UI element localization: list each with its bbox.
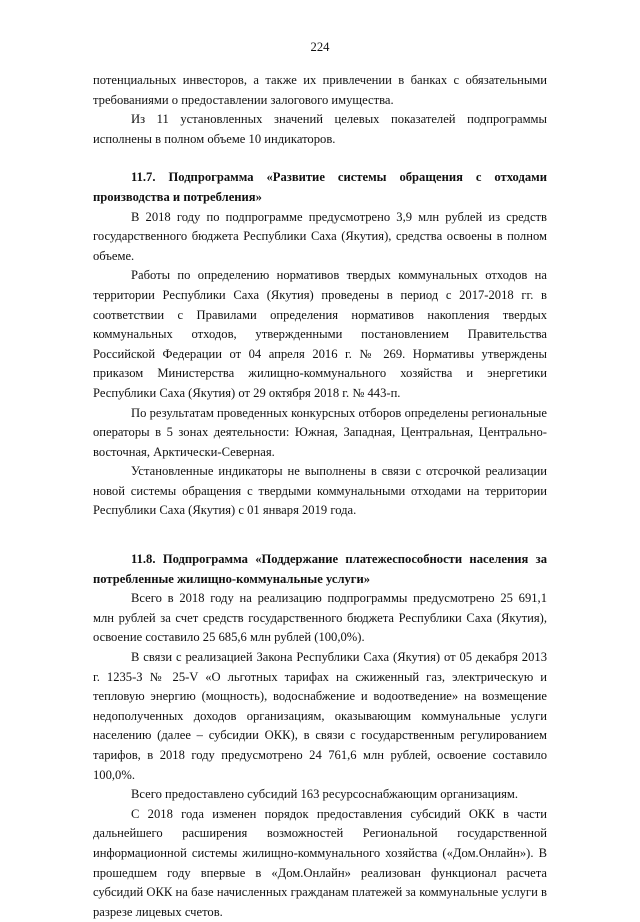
paragraph: С 2018 года изменен порядок предоставления субсидий ОКК в части дальнейшего расширения возможностей Региональной государственной информационной системы жилищно-коммунального хозяйства («Дом.Онлайн»). В прошедшем году впервые в «Дом.Онлайн» реализован функционал расчета субсидий ОКК на базе начисленных гражданам платежей за коммунальные услуги в разрезе лицевых счетов.: [93, 806, 547, 919]
section-heading-11-7: 11.7. Подпрограмма «Развитие системы обращения с отходами производства и потребления»: [93, 170, 547, 204]
paragraph: По результатам проведенных конкурсных отборов определены региональные операторы в 5 зонах деятельности: Южная, Западная, Центральная, Центрально-восточная, Арктически-Северная.: [93, 405, 547, 459]
paragraph: потенциальных инвесторов, а также их привлечении в банках с обязательными требованиями о предоставлении залогового имущества.: [93, 73, 547, 107]
paragraph: В связи с реализацией Закона Республики Саха (Якутия) от 05 декабря 2013 г. 1235-З № 25-V «О льготных тарифах на сжиженный газ, электрическую и тепловую энергию (мощность), водоснабжение и водоотведение» на возмещение недополученных доходов организациям, оказывающим коммунальные услуги населению (далее – субсидии ОКК), в связи с государственным регулированием тарифов, в 2018 году предусмотрено 24 761,6 млн рублей, освоение составило 100,0%.: [93, 650, 547, 782]
paragraph: В 2018 году по подпрограмме предусмотрено 3,9 млн рублей из средств государственного бюджета Республики Саха (Якутия), средства освоены в полном объеме.: [93, 209, 547, 263]
paragraph: Работы по определению нормативов твердых коммунальных отходов на территории Республики Саха (Якутия) проведены в период с 2017-2018 гг. в соответствии с Правилами определения нормативов накопления твердых коммунальных отходов, утвержденными постановлением Правительства Российской Федерации от 04 апреля 2016 г. № 269. Нормативы утверждены приказом Министерства жилищно-коммунального хозяйства и энергетики Республики Саха (Якутия) от 29 октября 2018 г. № 443-п.: [93, 268, 547, 400]
document-body: [93, 71, 547, 922]
paragraph: Всего предоставлено субсидий 163 ресурсоснабжающим организациям.: [131, 787, 519, 802]
page-number: 224: [310, 40, 330, 54]
paragraph: Установленные индикаторы не выполнены в связи с отсрочкой реализации новой системы обращения с твердыми коммунальными отходами на территории Республики Саха (Якутия) с 01 января 2019 года.: [93, 464, 547, 518]
section-heading-11-8: 11.8. Подпрограмма «Поддержание платежеспособности населения за потребленные жилищно-коммунальные услуги»: [93, 552, 547, 586]
paragraph: Всего в 2018 году на реализацию подпрограммы предусмотрено 25 691,1 млн рублей за счет средств государственного бюджета Республики Саха (Якутия), освоение составило 25 685,6 млн рублей (100,0%).: [93, 591, 547, 645]
paragraph: Из 11 установленных значений целевых показателей подпрограммы исполнены в полном объеме 10 индикаторов.: [93, 112, 547, 146]
